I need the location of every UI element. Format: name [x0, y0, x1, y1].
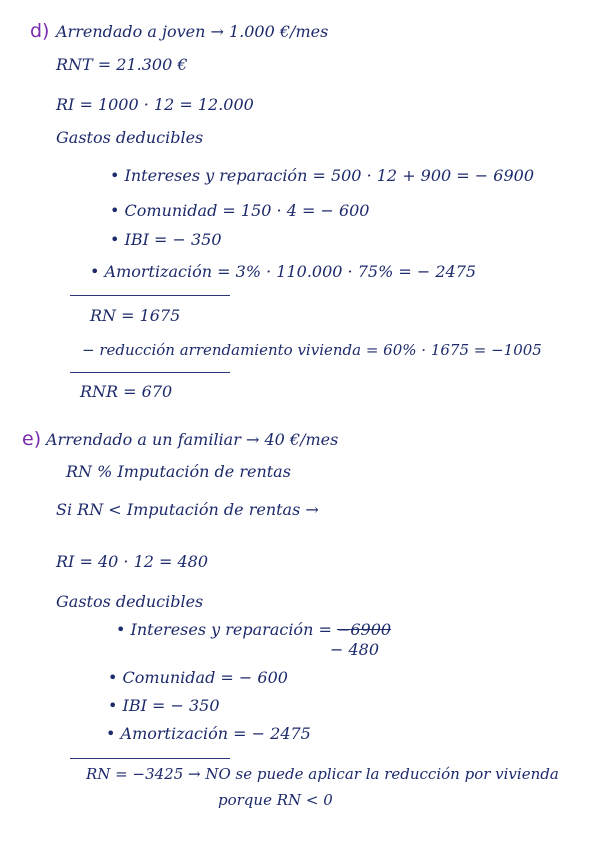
gasto-item: • Comunidad = 150 · 4 = − 600 [110, 201, 370, 220]
gasto-item [116, 620, 391, 640]
rnt-line: RNT = 21.300 € [56, 55, 188, 74]
ri-line: RI = 1000 · 12 = 12.000 [56, 95, 254, 114]
gasto-item: • Amortización = 3% · 110.000 · 75% = − 2475 [90, 262, 477, 281]
rn-line: RN = 1675 [90, 306, 181, 325]
divider [70, 295, 230, 296]
rn-conclusion: RN = −3425 → NO se puede aplicar la reducción por vivienda [86, 765, 559, 783]
struck-value: −6900 [336, 620, 392, 639]
section-e-label: e) [22, 428, 42, 450]
section-e-title: Arrendado a un familiar → 40 €/mes [46, 430, 339, 449]
reduccion-line: − reducción arrendamiento vivienda = 60% · 1675 = −1005 [82, 341, 542, 359]
condition-line: RN % Imputación de rentas [66, 462, 291, 481]
gasto-item: • Intereses y reparación = 500 · 12 + 900 = − 6900 [110, 166, 535, 185]
gastos-heading: Gastos deducibles [56, 128, 204, 147]
ri-line-e: RI = 40 · 12 = 480 [56, 552, 209, 571]
section-d-title: Arrendado a joven → 1.000 €/mes [56, 22, 329, 41]
rn-conclusion-2: porque RN < 0 [218, 791, 333, 809]
corrected-value: − 480 [330, 640, 380, 659]
condition-line-2: Si RN < Imputación de rentas → [56, 500, 319, 519]
gasto-item-label: • Intereses y reparación = [116, 620, 337, 639]
gasto-item: • Comunidad = − 600 [108, 668, 288, 687]
divider [70, 758, 230, 759]
rnr-line: RNR = 670 [80, 382, 173, 401]
gasto-item: • IBI = − 350 [110, 230, 222, 249]
divider [70, 372, 230, 373]
gasto-item: • Amortización = − 2475 [106, 724, 311, 743]
section-d-label: d) [30, 20, 50, 42]
gastos-heading-e: Gastos deducibles [56, 592, 204, 611]
gasto-item: • IBI = − 350 [108, 696, 220, 715]
